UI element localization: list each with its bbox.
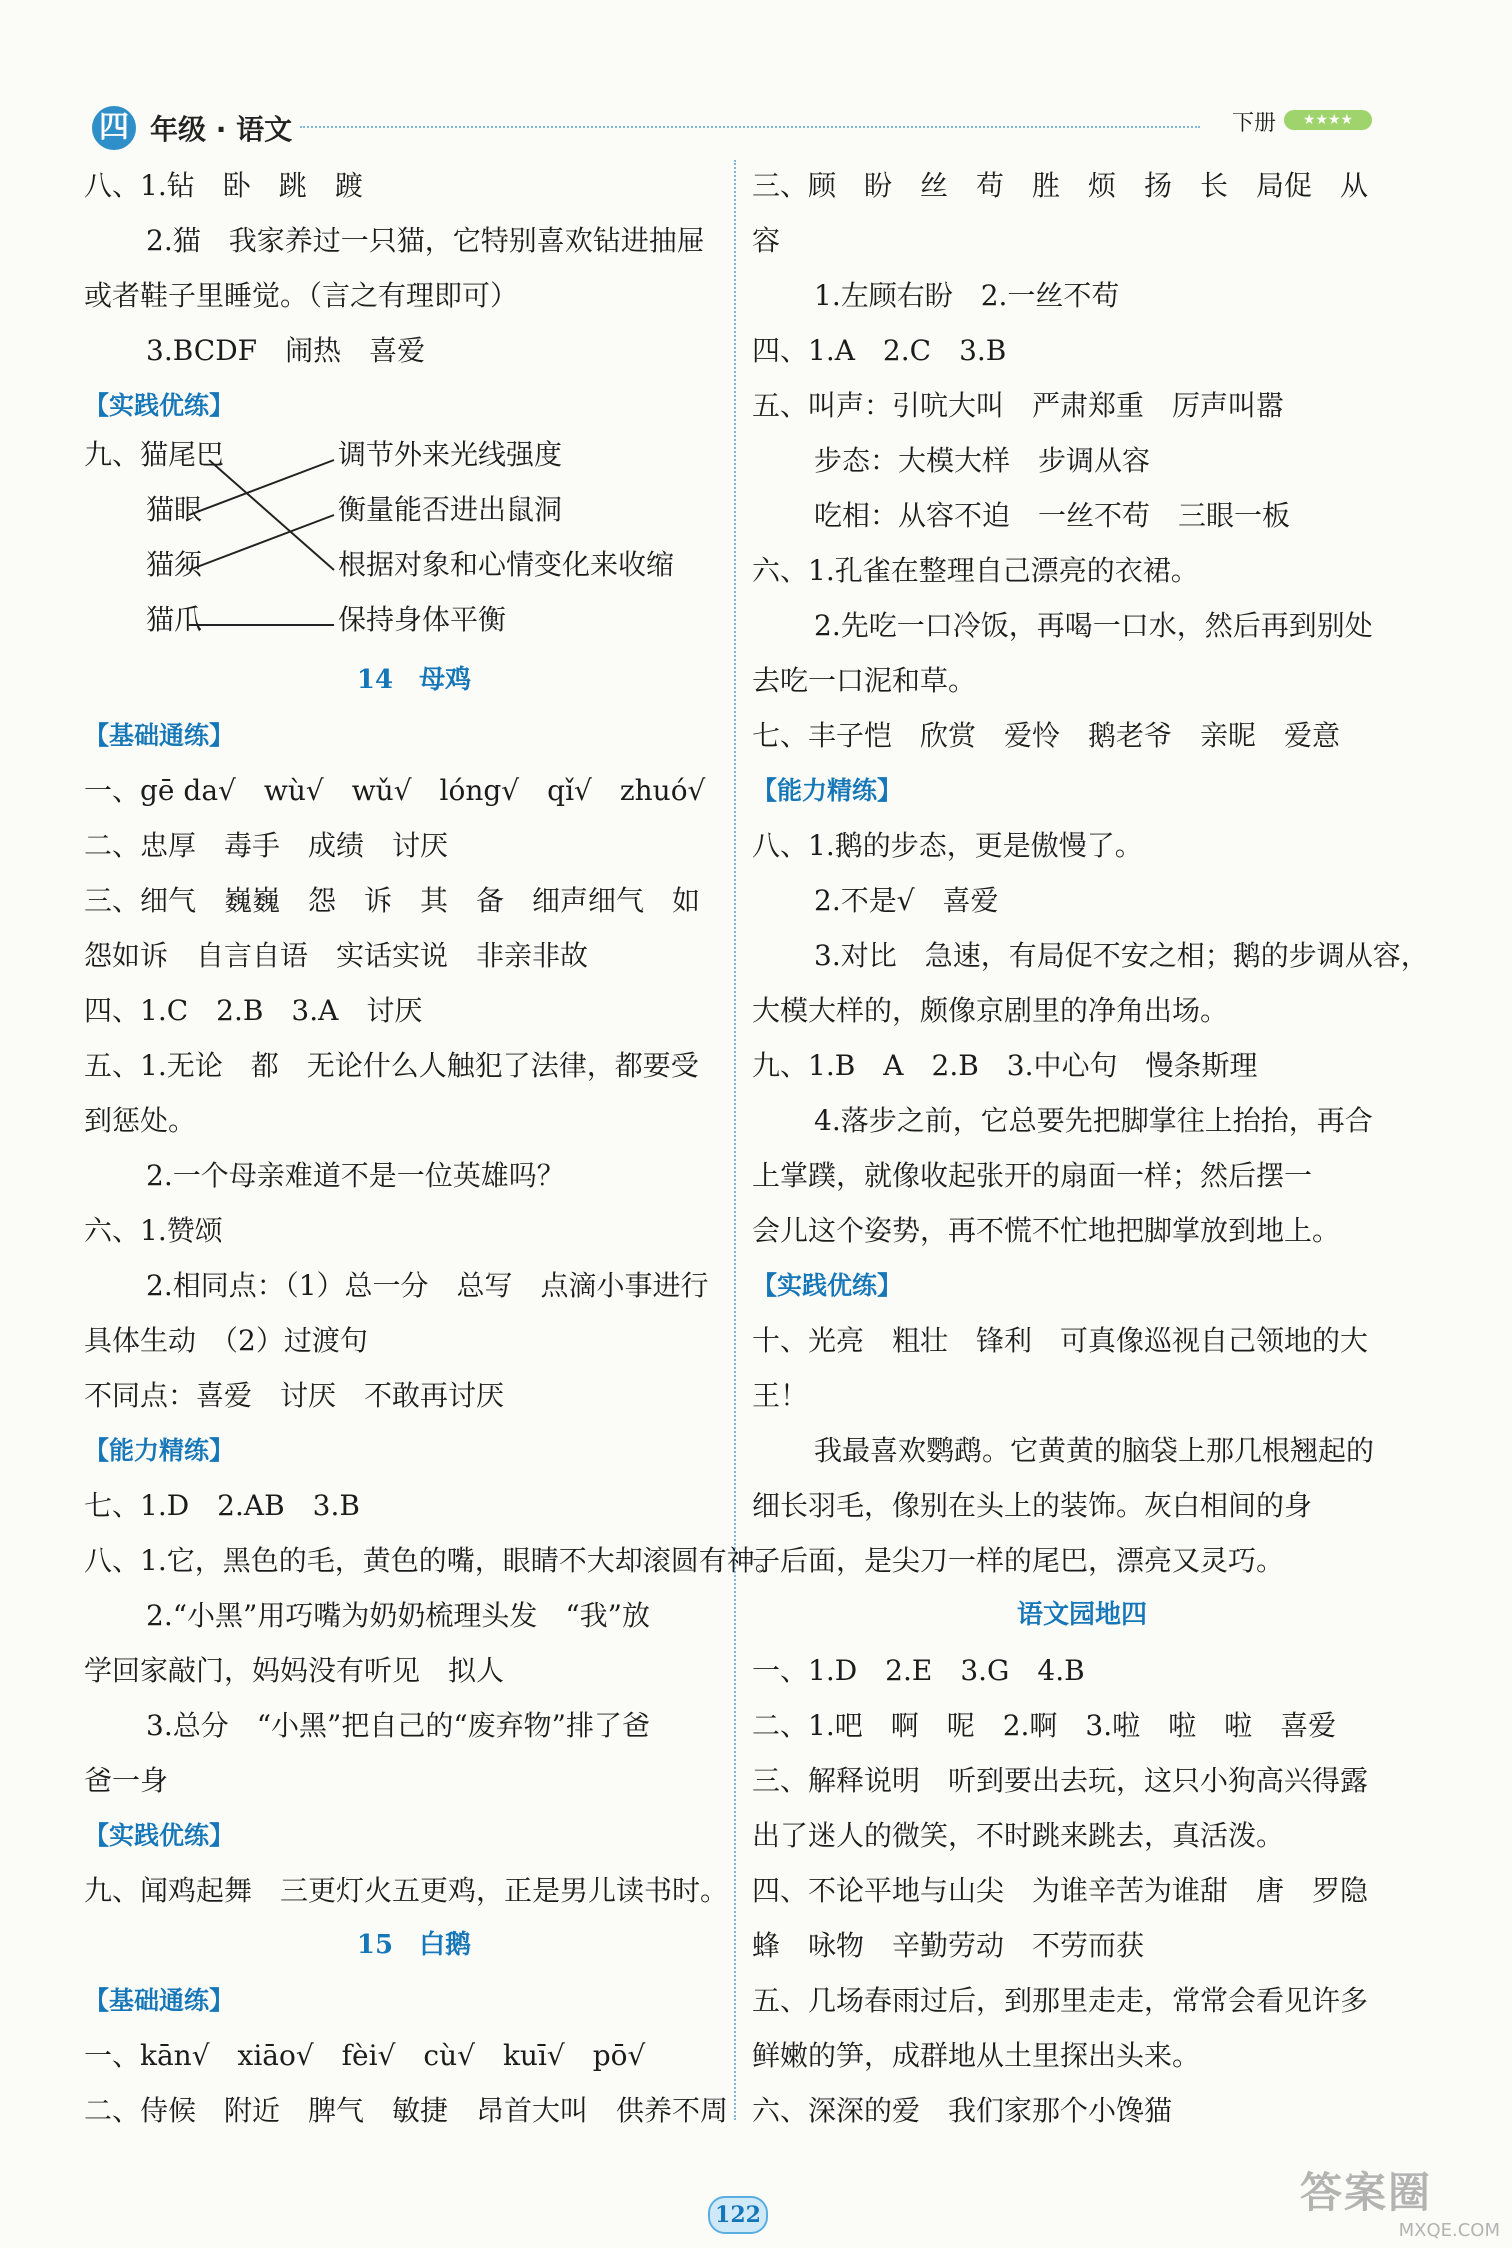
page-number: 122: [708, 2196, 768, 2234]
page-header: [0, 96, 1512, 156]
answer-line: 上掌蹼，就像收起张开的扇面一样；然后摆一: [752, 1159, 1313, 1192]
section-heading: 【实践优练】: [84, 391, 235, 420]
answer-line: 九、闻鸡起舞 三更灯火五更鸡，正是男儿读书时。: [84, 1874, 729, 1907]
answer-line: 六、深深的爱 我们家那个小馋猫: [752, 2094, 1173, 2127]
answer-line: 王！: [752, 1379, 809, 1412]
right-column: [752, 158, 1429, 2138]
volume-badge: ★★★★: [1284, 110, 1372, 130]
answer-line: 五、1.无论 都 无论什么人触犯了法律，都要受: [84, 1049, 699, 1082]
answer-line: 八、1.钻 卧 跳 踱: [84, 169, 363, 202]
matching-exercise: [84, 433, 744, 653]
section-heading: 【能力精练】: [84, 1436, 235, 1465]
match-right-item: 调节外来光线强度: [338, 438, 563, 471]
answer-line: 3.总分 “小黑”把自己的“废弃物”排了爸: [146, 1709, 650, 1742]
section-heading: 【实践优练】: [752, 1271, 903, 1300]
answer-line: 二、侍候 附近 脾气 敏捷 昂首大叫 供养不周: [84, 2094, 729, 2127]
section-heading: 【基础通练】: [84, 1986, 235, 2015]
lesson-title: 14 母鸡: [356, 665, 472, 695]
left-column: [84, 158, 783, 2138]
answer-line: 蜂 咏物 辛勤劳动 不劳而获: [752, 1929, 1145, 1962]
answer-line: 八、1.它，黑色的毛，黄色的嘴，眼睛不大却滚圆有神。: [84, 1544, 783, 1577]
match-left-item: 猫眼: [146, 493, 203, 526]
answer-line: 2.猫 我家养过一只猫，它特别喜欢钻进抽屉: [146, 224, 705, 257]
answer-line: 具体生动 （2）过渡句: [84, 1324, 368, 1357]
watermark-logo: 答案圈 MXQE.COM: [1300, 2168, 1500, 2241]
answer-line: 怨如诉 自言自语 实话实说 非亲非故: [84, 939, 589, 972]
answer-line: 步态：大模大样 步调从容: [814, 444, 1151, 477]
match-right-item: 根据对象和心情变化来收缩: [338, 548, 675, 581]
answer-line: 3.对比 急速，有局促不安之相；鹅的步调从容，: [814, 939, 1429, 972]
answer-line: 鲜嫩的笋，成群地从土里探出头来。: [752, 2039, 1201, 2072]
answer-line: 一、kān√ xiāo√ fèi√ cù√ kuī√ pō√: [84, 2039, 646, 2072]
answer-line: 3.BCDF 闹热 喜爱: [146, 334, 426, 367]
match-left-item: 猫须: [146, 548, 203, 581]
answer-line: 三、解释说明 听到要出去玩，这只小狗高兴得露: [752, 1764, 1369, 1797]
lesson-title: 15 白鹅: [356, 1930, 472, 1960]
volume-label: 下册: [1232, 111, 1277, 136]
grade-badge: 四: [92, 106, 136, 150]
answer-line: 2.相同点：（1）总一分 总写 点滴小事进行: [146, 1269, 709, 1302]
answer-line: 子后面，是尖刀一样的尾巴，漂亮又灵巧。: [752, 1544, 1285, 1577]
answer-line: 二、1.吧 啊 呢 2.啊 3.啦 啦 啦 喜爱: [752, 1709, 1337, 1742]
answer-line: 我最喜欢鹦鹉。它黄黄的脑袋上那几根翘起的: [814, 1434, 1375, 1467]
match-left-item: 九、猫尾巴: [84, 438, 225, 471]
answer-line: 2.“小黑”用巧嘴为奶奶梳理头发 “我”放: [146, 1599, 650, 1632]
match-right-item: 衡量能否进出鼠洞: [338, 493, 563, 526]
answer-line: 四、1.A 2.C 3.B: [752, 334, 1007, 367]
answer-line: 到惩处。: [84, 1104, 197, 1137]
answer-line: 不同点：喜爱 讨厌 不敢再讨厌: [84, 1379, 505, 1412]
answer-line: 爸一身: [84, 1764, 169, 1797]
section-heading: 【实践优练】: [84, 1821, 235, 1850]
section-heading: 【基础通练】: [84, 721, 235, 750]
header-divider: [300, 126, 1200, 128]
answer-line: 2.一个母亲难道不是一位英雄吗？: [146, 1159, 565, 1192]
answer-line: 七、1.D 2.AB 3.B: [84, 1489, 360, 1522]
answer-line: 容: [752, 224, 781, 257]
answer-line: 八、1.鹅的步态，更是傲慢了。: [752, 829, 1143, 862]
answer-line: 去吃一口泥和草。: [752, 664, 977, 697]
answer-line: 三、细气 巍巍 怨 诉 其 备 细声细气 如: [84, 884, 701, 917]
answer-line: 一、gē da√ wù√ wǔ√ lóng√ qǐ√ zhuó√: [84, 774, 706, 807]
answer-line: 九、1.B A 2.B 3.中心句 慢条斯理: [752, 1049, 1258, 1082]
answer-line: 十、光亮 粗壮 锋利 可真像巡视自己领地的大: [752, 1324, 1369, 1357]
answer-line: 出了迷人的微笑，不时跳来跳去，真活泼。: [752, 1819, 1285, 1852]
answer-line: 2.先吃一口冷饭，再喝一口水，然后再到别处: [814, 609, 1373, 642]
answer-line: 六、1.赞颂: [84, 1214, 223, 1247]
answer-line: 三、顾 盼 丝 苟 胜 烦 扬 长 局促 从: [752, 169, 1369, 202]
answer-line: 或者鞋子里睡觉。（言之有理即可）: [84, 279, 519, 312]
header-title: 年级 · 语文: [150, 113, 293, 146]
section-heading: 【能力精练】: [752, 776, 903, 805]
answer-line: 五、叫声：引吭大叫 严肃郑重 厉声叫嚣: [752, 389, 1285, 422]
lesson-title: 语文园地四: [1016, 1600, 1147, 1630]
answer-line: 学回家敲门，妈妈没有听见 拟人: [84, 1654, 505, 1687]
answer-line: 4.落步之前，它总要先把脚掌往上抬抬，再合: [814, 1104, 1373, 1137]
answer-line: 五、几场春雨过后，到那里走走，常常会看见许多: [752, 1984, 1369, 2017]
answer-line: 七、丰子恺 欣赏 爱怜 鹅老爷 亲昵 爱意: [752, 719, 1341, 752]
answer-line: 2.不是√ 喜爱: [814, 884, 999, 917]
answer-line: 1.左顾右盼 2.一丝不苟: [814, 279, 1120, 312]
answer-line: 细长羽毛，像别在头上的装饰。灰白相间的身: [752, 1489, 1313, 1522]
match-right-item: 保持身体平衡: [338, 603, 507, 636]
answer-line: 六、1.孔雀在整理自己漂亮的衣裙。: [752, 554, 1199, 587]
answer-line: 大模大样的，颇像京剧里的净角出场。: [752, 994, 1229, 1027]
answer-line: 二、忠厚 毒手 成绩 讨厌: [84, 829, 449, 862]
answer-line: 会儿这个姿势，再不慌不忙地把脚掌放到地上。: [752, 1214, 1341, 1247]
answer-line: 四、1.C 2.B 3.A 讨厌: [84, 994, 423, 1027]
answer-line: 吃相：从容不迫 一丝不苟 三眼一板: [814, 499, 1291, 532]
match-left-item: 猫爪: [146, 603, 203, 636]
answer-line: 一、1.D 2.E 3.G 4.B: [752, 1654, 1085, 1687]
answer-line: 四、不论平地与山尖 为谁辛苦为谁甜 唐 罗隐: [752, 1874, 1369, 1907]
